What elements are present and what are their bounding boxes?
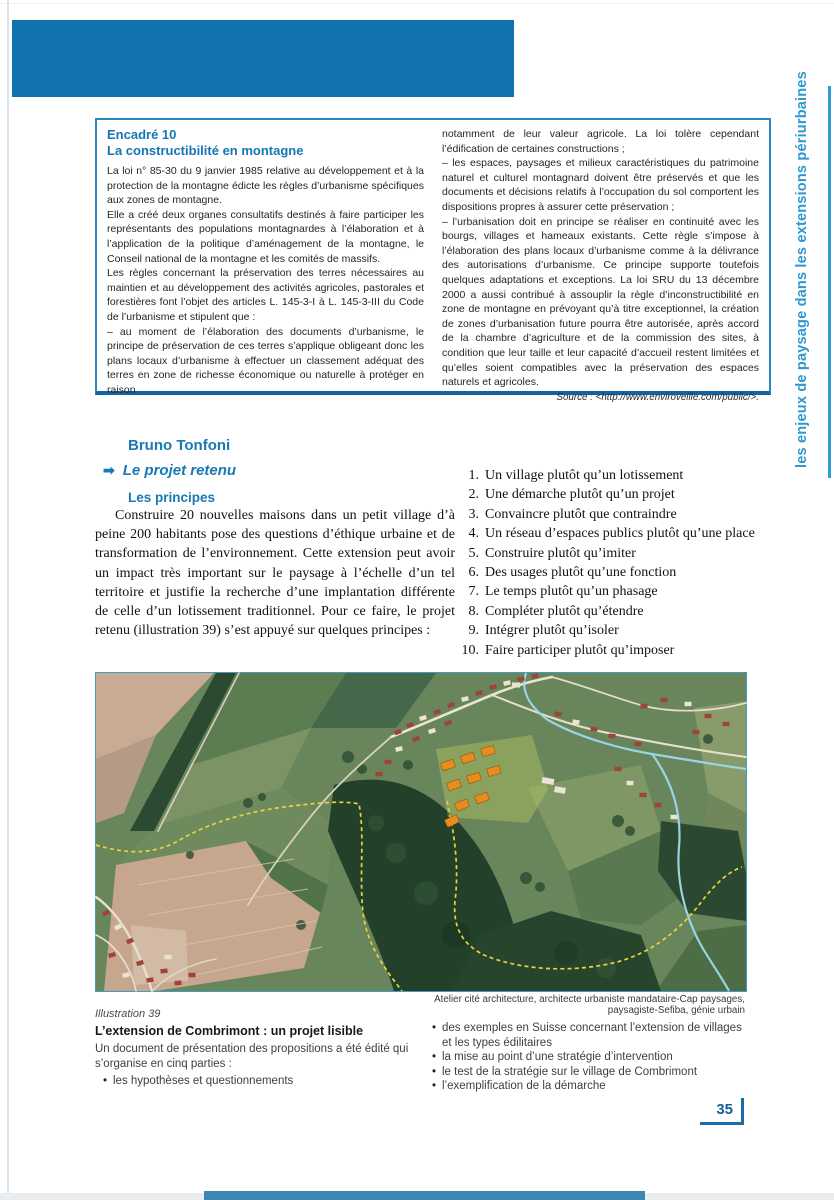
figure-bullets-left xyxy=(101,1074,421,1089)
principle-item xyxy=(459,563,767,582)
author-name: Bruno Tonfoni xyxy=(128,437,231,454)
page-number: 35 xyxy=(700,1098,744,1125)
figure-bullet-item: • la mise au point d’une stratégie d’intervention xyxy=(430,1050,752,1065)
encadre-column-right xyxy=(442,127,759,403)
encadre-paragraph: La loi n° 85-30 du 9 janvier 1985 relative au développement et à la protection de la montagne édicte les règles d’urbanisme spécifiques aux zones de montagne. xyxy=(107,165,424,207)
principle-item xyxy=(459,505,767,524)
encadre-paragraphs-right xyxy=(442,127,759,390)
figure-bullets-right xyxy=(430,1021,752,1094)
photo-credit: Atelier cité architecture, architecte urbaniste mandataire-Cap paysages, paysagiste-Sefiba, génie urbain xyxy=(434,994,745,1016)
aerial-photo-figure xyxy=(95,672,747,992)
principle-text: Convaincre plutôt que contraindre xyxy=(485,506,677,522)
principle-text: Un village plutôt qu’un lotissement xyxy=(485,468,684,483)
principle-number: 1. xyxy=(468,468,479,483)
encadre-heading xyxy=(107,127,424,159)
section-title: Le projet retenu xyxy=(122,462,237,479)
principle-item xyxy=(459,602,767,621)
principle-number: 6. xyxy=(468,565,479,581)
principle-number: 7. xyxy=(468,584,479,600)
principle-number: 3. xyxy=(468,506,479,522)
encadre-source: Source : <http://www.enviroveille.com/public/>. xyxy=(556,391,759,403)
body-paragraph: Construire 20 nouvelles maisons dans un petit village d’à peine 200 habitants pose des questions d’éthique urbaine et de transformation de l’environnement. Cette extension peut avoir un impact très important sur le paysage à l’échelle d’un tel territoire et justifie la recherche d’une implantation différente de celle d’un lotissement traditionnel. Pour ce faire, le projet retenu (illustration 39) s’est appuyé sur quelques principes : xyxy=(95,508,455,639)
principle-item xyxy=(459,524,767,543)
principle-number: 5. xyxy=(468,545,479,561)
principle-item xyxy=(459,544,767,563)
section-heading xyxy=(103,462,236,479)
principles-list xyxy=(459,466,767,660)
principle-number: 10. xyxy=(461,642,479,658)
principle-item xyxy=(459,466,767,485)
figure-title: L’extension de Combrimont : un projet lisible xyxy=(95,1024,364,1038)
sidebar-chapter-title: les enjeux de paysage dans les extensions périurbaines xyxy=(794,71,810,468)
aerial-photo xyxy=(96,673,746,991)
principle-number: 8. xyxy=(468,603,479,619)
principle-number: 4. xyxy=(468,526,479,542)
principle-text: Faire participer plutôt qu’imposer xyxy=(485,642,675,658)
encadre-column-left xyxy=(107,127,424,396)
figure-bullet-item: • des exemples en Suisse concernant l’extension de villages et les types édilitaires xyxy=(430,1021,752,1050)
top-banner xyxy=(12,20,514,97)
encadre-title: La constructibilité en montagne xyxy=(107,143,304,158)
page-edge-left xyxy=(7,0,9,1200)
arrow-right-icon: ➡ xyxy=(103,462,115,478)
encadre-paragraph: – les espaces, paysages et milieux caractéristiques du patrimoine naturel et culturel montagnard doivent être préservés et que les documents et décisions relatifs à l’occupation du sol comportent les dispositions propres à assurer cette préservation ; xyxy=(442,157,759,213)
principle-item xyxy=(459,621,767,640)
principle-text: Compléter plutôt qu’étendre xyxy=(485,603,644,619)
figure-label: Illustration 39 xyxy=(95,1008,161,1020)
principle-text: Une démarche plutôt qu’un projet xyxy=(485,487,675,503)
encadre-kicker: Encadré 10 xyxy=(107,127,177,142)
principle-item xyxy=(459,582,767,601)
principle-number: 2. xyxy=(468,487,479,503)
principle-text: Un réseau d’espaces publics plutôt qu’une place xyxy=(485,526,755,542)
encadre-box xyxy=(95,118,771,403)
principle-item xyxy=(459,641,767,660)
figure-bullet-item: • le test de la stratégie sur le village de Combrimont xyxy=(430,1065,752,1080)
encadre-paragraphs-left xyxy=(107,164,424,398)
principle-number: 9. xyxy=(468,623,479,639)
figure-bullet-item: • les hypothèses et questionnements xyxy=(101,1074,421,1089)
encadre-paragraph: – l’urbanisation doit en principe se réaliser en continuité avec les bourgs, villages et hameaux existants. Cette règle s’impose à l’élaboration des plans locaux d’urbanisme comme à la délivrance des autorisations d’urbanisme. Ce principe supporte toutefois quelques adaptations et exceptions. La loi SRU du 13 décembre 2000 a aussi contribué à assouplir la règle d’inconstructibilité en zone de montagne en prévoyant qu’à titre exceptionnel, la création de zones d’urbanisation future pourra être autorisée, après accord de la chambre d’agriculture et de la commission des sites, à condition que leur taille et leur capacité d’accueil restent limitées et qu’elles soient compatibles avec la préservation des espaces naturels et agricoles. xyxy=(442,215,759,389)
next-page-banner-sliver xyxy=(204,1191,645,1200)
figure-description: Un document de présentation des propositions a été édité qui s’organise en cinq parties : xyxy=(95,1043,409,1070)
sidebar-rule xyxy=(828,86,831,478)
encadre-paragraph: – au moment de l’élaboration des documents d’urbanisme, le principe de préservation de ces terres s’applique obligeant donc les plans locaux d’urbanisme à effectuer un classement adéquat des terres en zone de richesse économique ou naturelle à protéger en raison xyxy=(107,325,424,396)
figure-bullet-item: • l’exemplification de la démarche xyxy=(430,1079,752,1094)
encadre-paragraph: Les règles concernant la préservation des terres nécessaires au maintien et au développement des activités agricoles, pastorales et forestières font l’objet des articles L. 145-3-I à L. 145-3-III du Code de l’urbanisme et stipulent que : xyxy=(107,267,424,323)
encadre-paragraph: notamment de leur valeur agricole. La loi tolère cependant l’édification de certaines constructions ; xyxy=(442,128,759,155)
subsection-title: Les principes xyxy=(128,490,216,505)
principle-text: Le temps plutôt qu’un phasage xyxy=(485,584,658,600)
encadre-paragraph: Elle a créé deux organes consultatifs destinés à faire participer les représentants des populations montagnardes à l’élaboration et à l’application de la politique d’aménagement de la montagne, le Conseil national de la montagne et les comités de massifs. xyxy=(107,208,424,265)
principle-text: Des usages plutôt qu’une fonction xyxy=(485,565,677,581)
page-edge-top xyxy=(0,3,834,4)
principle-item xyxy=(459,485,767,504)
principle-text: Construire plutôt qu’imiter xyxy=(485,545,636,561)
principle-text: Intégrer plutôt qu’isoler xyxy=(485,623,619,639)
